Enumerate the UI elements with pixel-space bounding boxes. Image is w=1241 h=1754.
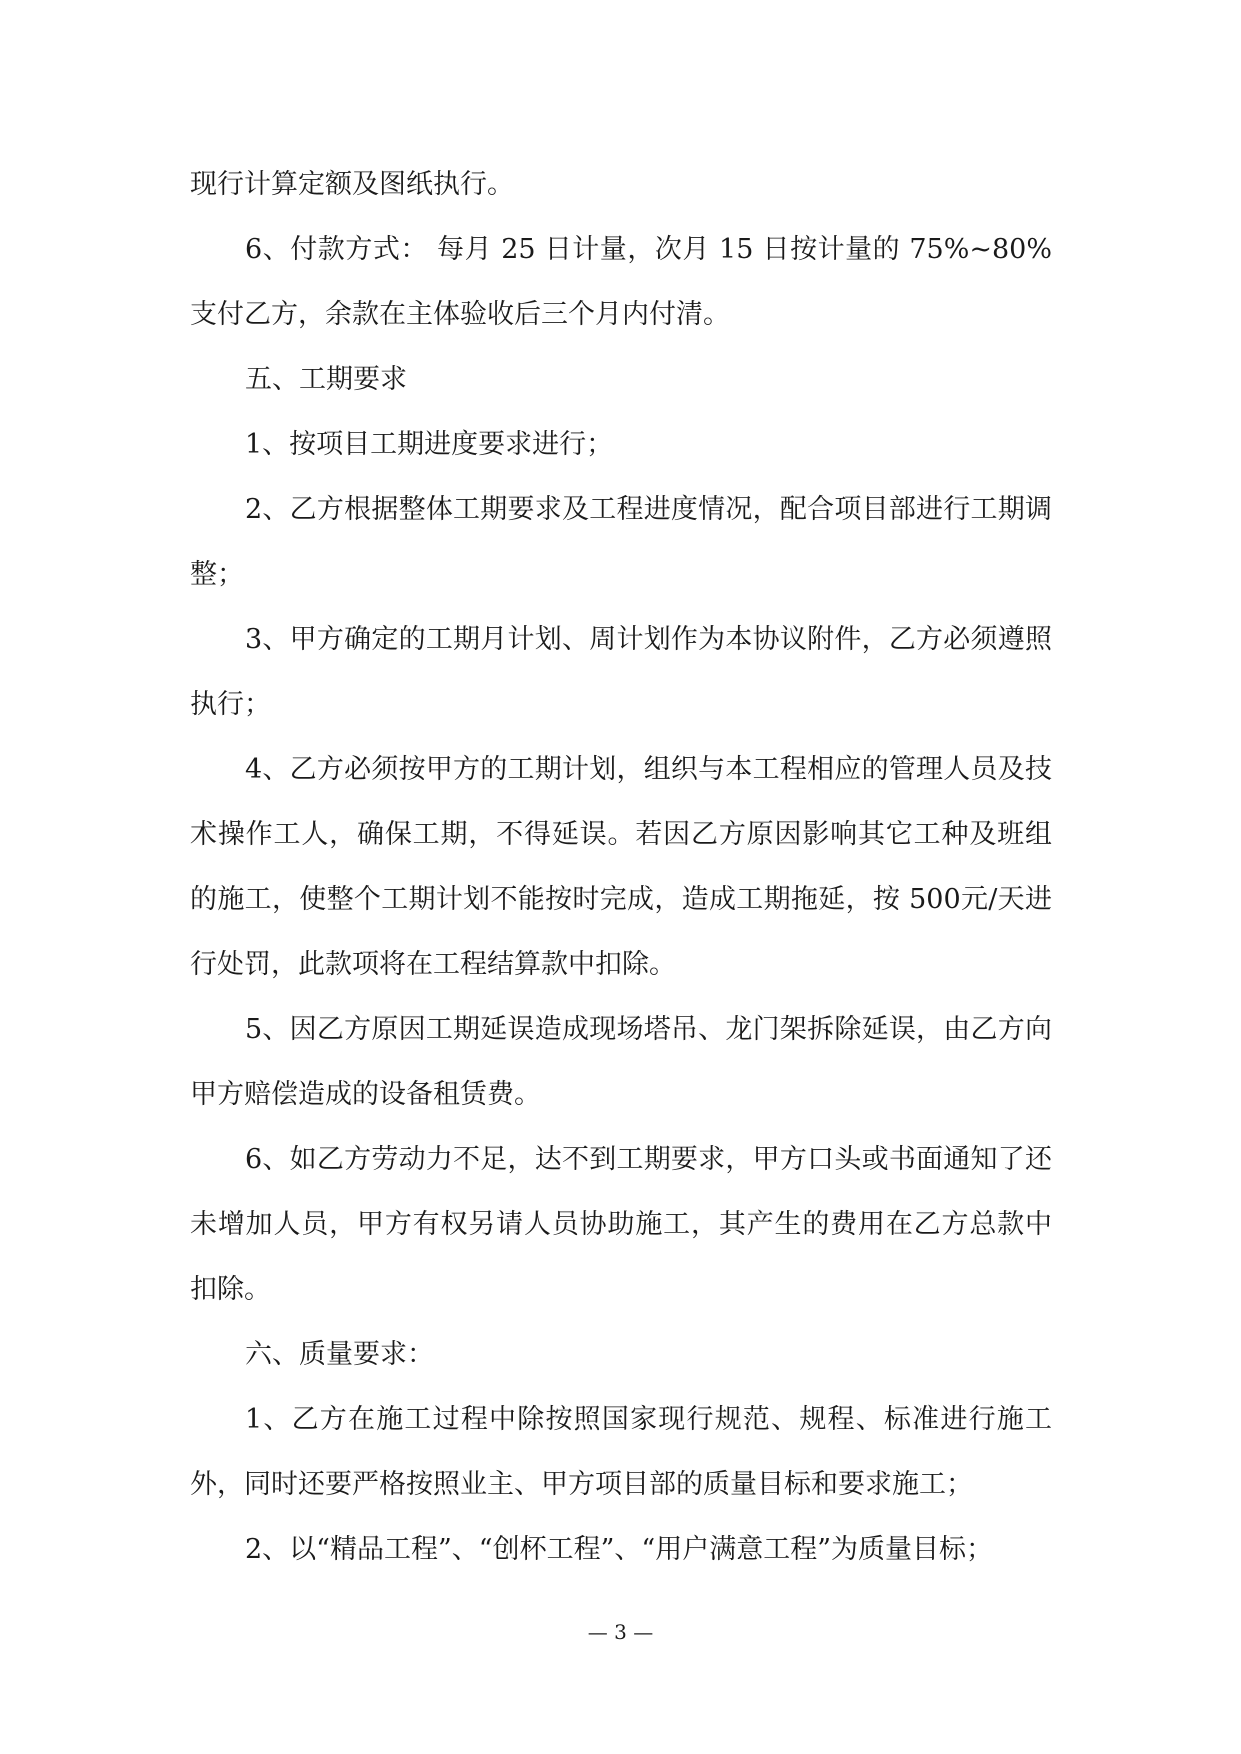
paragraph-payment-method: 6、付款方式： 每月 25 日计量，次月 15 日按计量的 75%~80%支付乙方，余款在主体验收后三个月内付清。 — [190, 234, 1052, 330]
paragraph-schedule-2: 2、乙方根据整体工期要求及工程进度情况，配合项目部进行工期调整； — [190, 494, 1052, 590]
paragraph-schedule-1: 1、按项目工期进度要求进行； — [245, 429, 614, 460]
paragraph-schedule-4: 4、乙方必须按甲方的工期计划，组织与本工程相应的管理人员及技术操作工人，确保工期，不得延误。若因乙方原因影响其它工种及班组的施工，使整个工期计划不能按时完成，造成工期拖延，按 500元/天进行处罚，此款项将在工程结算款中扣除。 — [190, 754, 1052, 980]
section-heading-schedule: 五、工期要求 — [245, 364, 407, 395]
paragraph-schedule-5: 5、因乙方原因工期延误造成现场塔吊、龙门架拆除延误，由乙方向甲方赔偿造成的设备租赁费。 — [190, 1014, 1052, 1110]
page-number: — 3 — — [587, 1620, 654, 1644]
document-body — [190, 152, 1052, 1582]
paragraph-schedule-6: 6、如乙方劳动力不足，达不到工期要求，甲方口头或书面通知了还未增加人员，甲方有权另请人员协助施工，其产生的费用在乙方总款中扣除。 — [190, 1144, 1052, 1305]
paragraph-quality-1: 1、乙方在施工过程中除按照国家现行规范、规程、标准进行施工外，同时还要严格按照业主、甲方项目部的质量目标和要求施工； — [190, 1404, 1052, 1500]
paragraph-schedule-3: 3、甲方确定的工期月计划、周计划作为本协议附件，乙方必须遵照执行； — [190, 624, 1052, 720]
paragraph-continuation: 现行计算定额及图纸执行。 — [190, 169, 514, 200]
paragraph-quality-2: 2、以“精品工程”、“创杯工程”、“用户满意工程”为质量目标； — [245, 1534, 993, 1565]
section-heading-quality: 六、质量要求： — [245, 1339, 434, 1370]
